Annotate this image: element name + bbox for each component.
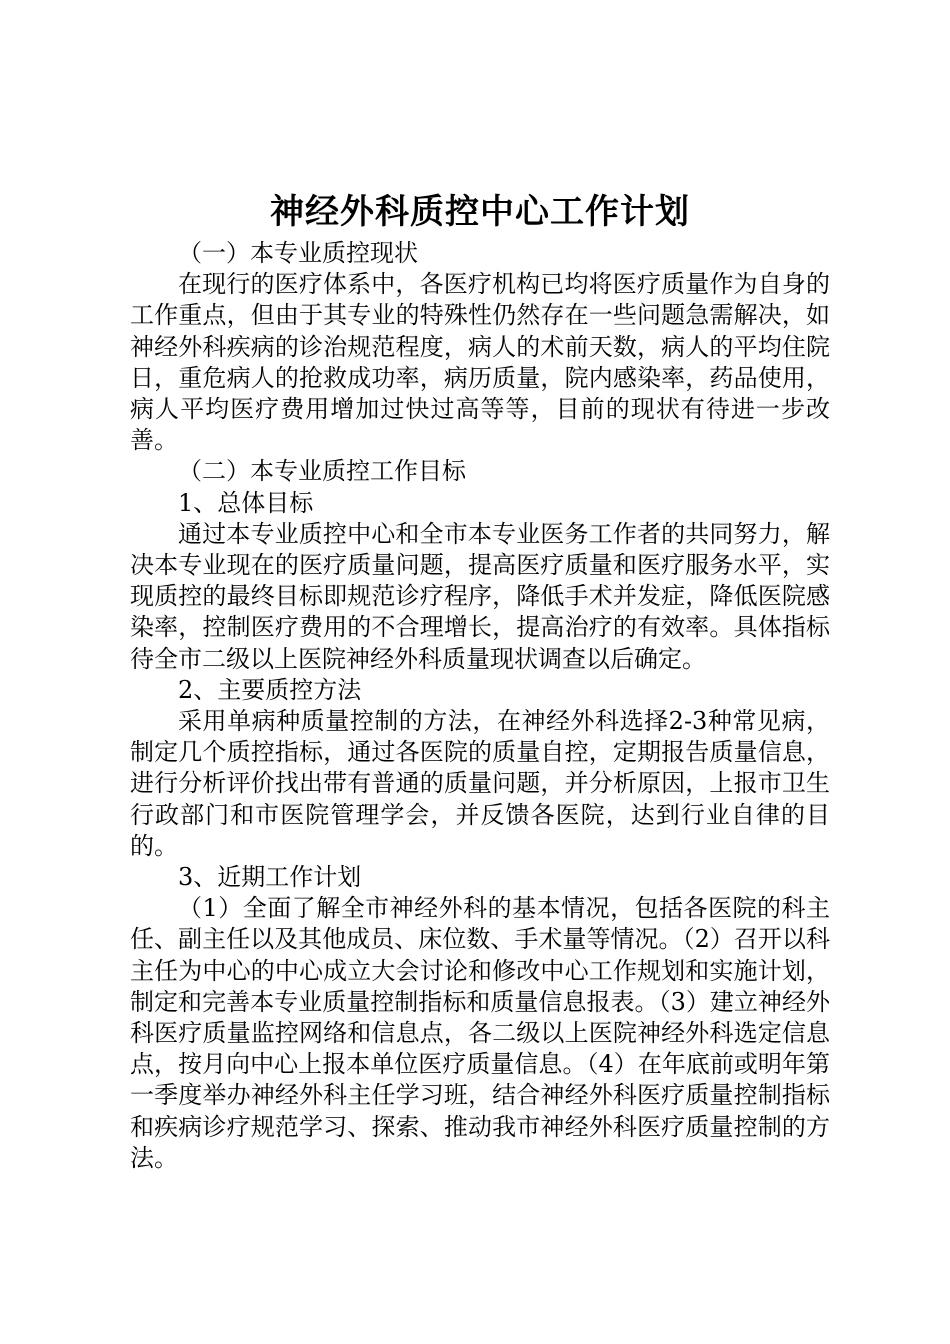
subheading-overall-goal: 1、总体目标 — [178, 488, 314, 517]
paragraph-status-body: 在现行的医疗体系中，各医疗机构已均将医疗质量作为自身的工作重点，但由于其专业的特殊性仍然存在一些问题急需解决，如神经外科疾病的诊治规范程度，病人的术前天数，病人的平均住院日，重危病人的抢救成功率，病历质量，院内感染率，药品使用，病人平均医疗费用增加过快过高等等，目前的现状有待进一步改善。 — [130, 270, 830, 455]
document-page — [130, 188, 830, 1174]
subheading-work-plan: 3、近期工作计划 — [178, 863, 362, 892]
subheading-methods: 2、主要质控方法 — [178, 675, 362, 704]
paragraph-work-plan-body: （1）全面了解全市神经外科的基本情况，包括各医院的科主任、副主任以及其他成员、床位数、手术量等情况。（2）召开以科主任为中心的中心成立大会讨论和修改中心工作规划和实施计划，制定和完善本专业质量控制指标和质量信息报表。（3）建立神经外科医疗质量监控网络和信息点，各二级以上医院神经外科选定信息点，按月向中心上报本单位医疗质量信息。（4）在年底前或明年第一季度举办神经外科主任学习班，结合神经外科医疗质量控制指标和疾病诊疗规范学习、探索、推动我市神经外科医疗质量控制的方法。 — [130, 894, 830, 1172]
paragraph-methods-body: 采用单病种质量控制的方法，在神经外科选择2-3种常见病，制定几个质控指标，通过各医院的质量自控，定期报告质量信息，进行分析评价找出带有普通的质量问题，并分析原因，上报市卫生行政部门和市医院管理学会，并反馈各医院，达到行业自律的目的。 — [130, 707, 830, 860]
section-heading-goals: （二）本专业质控工作目标 — [178, 457, 466, 486]
paragraph-overall-goal-body: 通过本专业质控中心和全市本专业医务工作者的共同努力，解决本专业现在的医疗质量问题，提高医疗质量和医疗服务水平，实现质控的最终目标即规范诊疗程序，降低手术并发症，降低医院感染率，控制医疗费用的不合理增长，提高治疗的有效率。具体指标待全市二级以上医院神经外科质量现状调查以后确定。 — [130, 519, 830, 673]
section-heading-status: （一）本专业质控现状 — [178, 239, 418, 267]
document-title: 神经外科质控中心工作计划 — [270, 192, 690, 232]
